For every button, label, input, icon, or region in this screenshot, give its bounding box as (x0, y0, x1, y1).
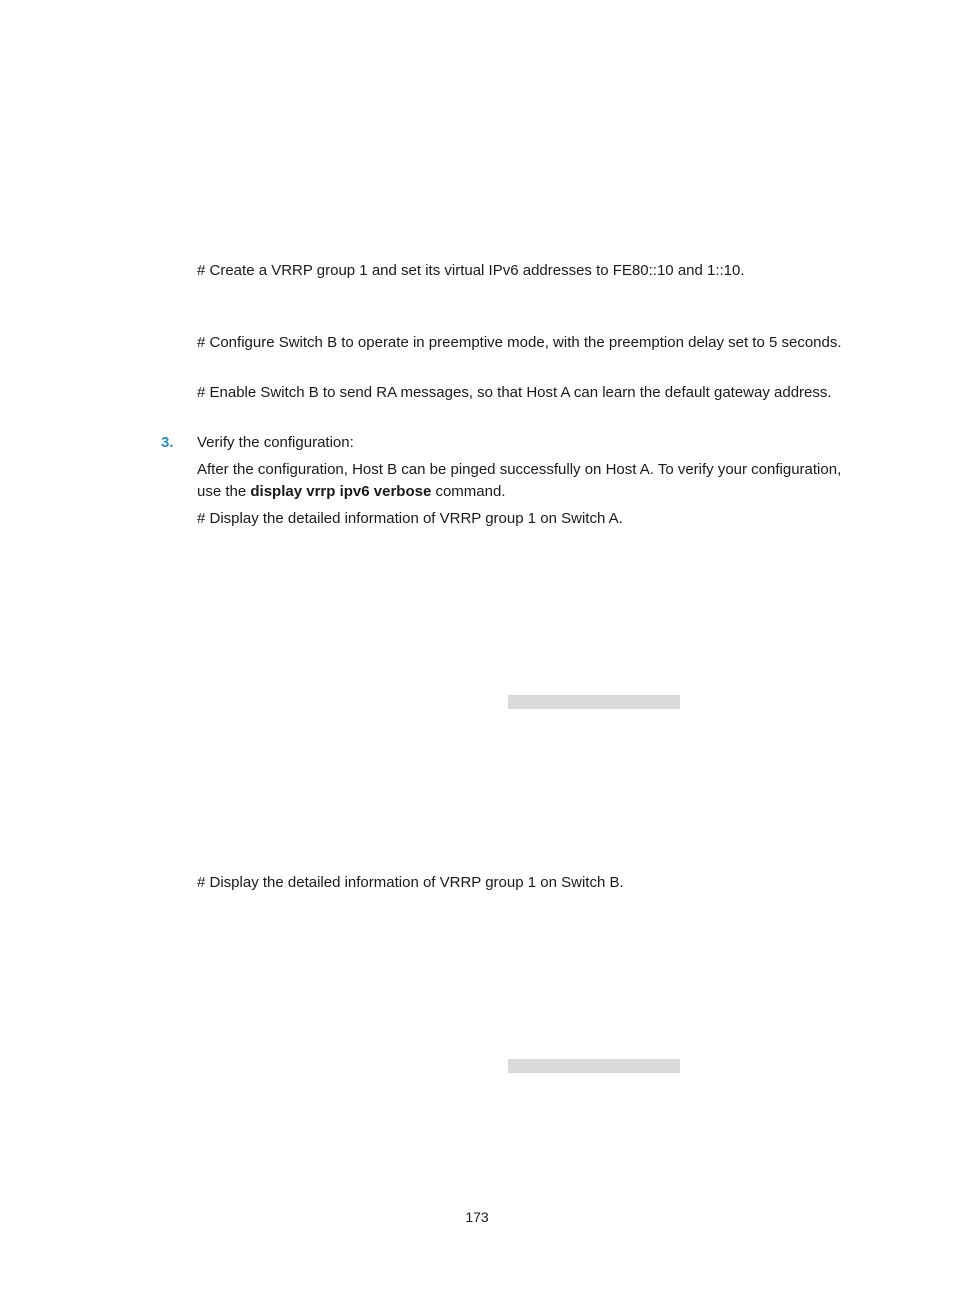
comment-display-switch-a: # Display the detailed information of VRRP group 1 on Switch A. (197, 510, 623, 527)
highlight-bar-a (508, 695, 680, 709)
step-body-line-1: After the configuration, Host B can be pinged successfully on Host A. To verify your configuration, (197, 461, 842, 478)
comment-create-group: # Create a VRRP group 1 and set its virtual IPv6 addresses to FE80::10 and 1::10. (197, 262, 745, 279)
highlight-bar-b (508, 1059, 680, 1073)
step-body-suffix: command. (431, 483, 506, 500)
command-name: display vrrp ipv6 verbose (250, 483, 432, 500)
comment-display-switch-b: # Display the detailed information of VRRP group 1 on Switch B. (197, 874, 624, 891)
comment-preemptive-mode: # Configure Switch B to operate in preemptive mode, with the preemption delay set to 5 seconds. (197, 334, 842, 351)
comment-enable-ra: # Enable Switch B to send RA messages, so that Host A can learn the default gateway address. (197, 384, 832, 401)
step-body-prefix: use the (197, 483, 251, 500)
step-title: Verify the configuration: (197, 434, 354, 451)
step-number: 3. (161, 434, 174, 451)
step-body-line-2 (197, 483, 506, 501)
page-number: 173 (465, 1209, 489, 1225)
